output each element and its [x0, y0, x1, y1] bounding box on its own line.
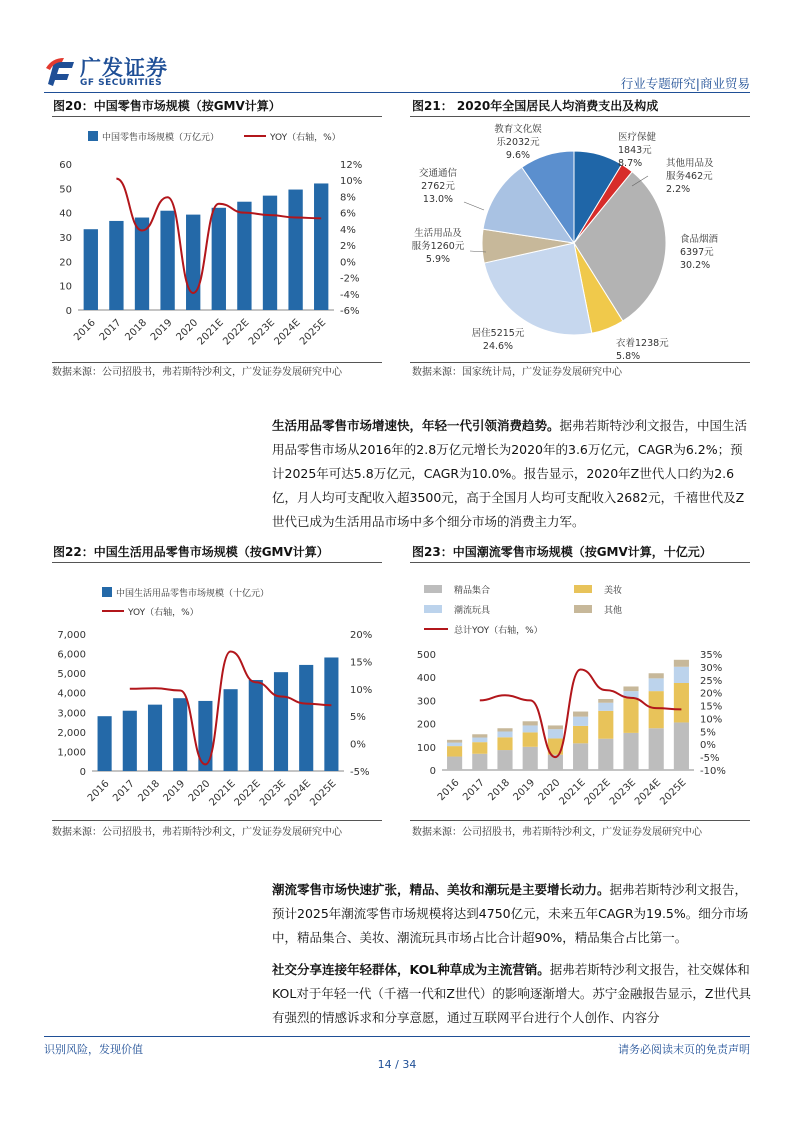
- fig21-label-clothes: 衣着1238元: [616, 338, 669, 349]
- fig22-xtick: 2018: [136, 778, 163, 805]
- fig21-label-transport: 交通通信: [418, 168, 458, 179]
- fig22-ytick-left: 2,000: [57, 727, 86, 739]
- fig23-bar-segment: [497, 737, 512, 750]
- fig22-xtick: 2022E: [232, 778, 263, 809]
- fig23-bar-segment: [447, 743, 462, 746]
- fig23-legend-label: 其他: [604, 606, 623, 616]
- fig23-bar-segment: [649, 673, 664, 678]
- fig22-xtick: 2024E: [283, 778, 314, 809]
- fig23-bar-segment: [649, 728, 664, 770]
- fig23-source: 数据来源：公司招股书，弗若斯特沙利文，广发证券发展研究中心: [412, 827, 702, 838]
- fig22-ytick-left: 1,000: [57, 747, 86, 759]
- fig23-ytick-right: 5%: [700, 727, 716, 739]
- fig23-ytick-right: -5%: [700, 753, 720, 765]
- fig23-ytick-left: 400: [416, 673, 436, 685]
- fig20-bar: [212, 208, 226, 310]
- fig23-ytick-right: 30%: [700, 662, 723, 674]
- fig20-xtick: 2016: [72, 317, 98, 344]
- fig22-bar: [324, 657, 338, 771]
- fig20-ytick-right: 6%: [340, 208, 356, 220]
- fig20-legend-line-label: YOY（右轴，%）: [270, 133, 341, 143]
- fig21-leader-transport: [464, 202, 484, 210]
- fig23-xtick: 2018: [486, 777, 513, 804]
- fig20-bar: [314, 183, 328, 310]
- fig23-legend-swatch: [424, 605, 442, 613]
- fig23-bar-segment: [598, 711, 613, 739]
- fig21-label-housing: 居住5215元: [471, 328, 525, 339]
- paragraph-trend-retail: [272, 878, 752, 950]
- fig23-bar-segment: [623, 733, 638, 770]
- fig22-chart: [44, 566, 384, 818]
- fig20-bar: [109, 221, 123, 310]
- fig23-rule: [410, 562, 750, 563]
- fig23-ytick-right: 25%: [700, 675, 723, 687]
- footer-rule: [44, 1036, 750, 1037]
- fig22-ytick-right: 10%: [350, 684, 373, 696]
- fig20-legend-bar-label: 中国零售市场规模（万亿元）: [102, 133, 220, 143]
- fig23-bar-segment: [447, 757, 462, 770]
- fig20-xtick: 2018: [123, 317, 150, 344]
- fig23-bar-segment: [573, 717, 588, 726]
- fig23-ytick-right: -10%: [700, 766, 726, 777]
- fig23-bar-segment: [472, 734, 487, 737]
- fig21-label-food: 食品烟酒: [680, 234, 719, 245]
- fig20-xtick: 2024E: [272, 317, 303, 348]
- fig23-ytick-left: 200: [416, 719, 436, 731]
- fig23-chart: [404, 566, 754, 818]
- fig21-label-education: 乐2032元: [496, 137, 540, 148]
- fig23-legend-swatch: [424, 585, 442, 593]
- fig22-ytick-right: 15%: [350, 657, 373, 669]
- fig22-bar: [249, 680, 263, 771]
- fig23-bar-segment: [573, 726, 588, 743]
- fig23-bar-segment: [523, 725, 538, 732]
- fig23-ytick-right: 10%: [700, 714, 723, 726]
- fig20-ytick-right: -4%: [340, 289, 360, 301]
- fig22-xtick: 2023E: [257, 778, 289, 809]
- fig23-bar-segment: [674, 722, 689, 770]
- fig20-ytick-right: 10%: [340, 176, 363, 188]
- fig22-ytick-left: 6,000: [57, 649, 86, 661]
- fig23-bar-segment: [649, 691, 664, 728]
- fig23-title: 图23：中国潮流零售市场规模（按GMV计算，十亿元）: [412, 545, 712, 559]
- fig21-rule: [410, 116, 750, 117]
- fig23-bar-segment: [674, 667, 689, 683]
- fig23-legend-label: 潮流玩具: [454, 606, 491, 616]
- fig22-xtick: 2016: [85, 778, 112, 805]
- fig22-ytick-right: 20%: [350, 630, 373, 641]
- fig20-xtick: 2017: [97, 317, 124, 344]
- fig20-ytick-left: 30: [59, 233, 72, 244]
- report-category: 行业专题研究|商业贸易: [620, 76, 750, 91]
- fig22-xtick: 2017: [111, 778, 137, 805]
- fig23-bar-segment: [548, 725, 563, 729]
- fig23-bar-segment: [497, 731, 512, 737]
- fig23-bar-segment: [447, 740, 462, 743]
- fig22-bar: [148, 705, 162, 771]
- fig23-bar-segment: [472, 738, 487, 743]
- fig23-ytick-right: 0%: [700, 740, 716, 752]
- fig23-bar-segment: [598, 739, 613, 770]
- fig23-bar-segment: [649, 678, 664, 691]
- fig23-legend-swatch: [574, 605, 592, 613]
- fig21-source: 数据来源：国家统计局，广发证券发展研究中心: [412, 367, 622, 378]
- fig20-ytick-left: 20: [59, 257, 72, 269]
- fig21-label-daily: 生活用品及: [414, 228, 462, 239]
- fig20-bar: [237, 202, 251, 310]
- fig23-xtick: 2019: [511, 777, 538, 804]
- fig23-ytick-left: 500: [416, 650, 436, 661]
- fig23-bottom-rule: [410, 820, 750, 821]
- fig20-ytick-right: 0%: [340, 257, 356, 269]
- fig23-legend-line-label: 总计YOY（右轴，%）: [454, 626, 543, 636]
- fig22-xtick: 2025E: [308, 778, 339, 809]
- fig23-bar-segment: [472, 742, 487, 754]
- fig20-bar: [84, 229, 98, 310]
- fig23-xtick: 2021E: [557, 777, 588, 808]
- fig20-ytick-right: -2%: [340, 273, 360, 285]
- fig22-xtick: 2019: [161, 778, 188, 805]
- fig20-chart: [44, 120, 384, 360]
- fig23-xtick: 2016: [435, 777, 462, 804]
- fig20-ytick-left: 60: [59, 160, 72, 171]
- fig20-xtick: 2022E: [221, 317, 252, 348]
- fig22-ytick-left: 3,000: [57, 708, 86, 720]
- fig21-label-education: 教育文化娱: [494, 124, 542, 135]
- fig21-label-education: 9.6%: [505, 150, 531, 161]
- fig22-legend-bar-label: 中国生活用品零售市场规模（十亿元）: [116, 589, 270, 599]
- fig23-bar-segment: [472, 754, 487, 770]
- fig21-label-other: 2.2%: [666, 184, 691, 195]
- logo-icon: [44, 54, 78, 90]
- fig23-ytick-right: 20%: [700, 688, 723, 700]
- fig23-legend-swatch: [574, 585, 592, 593]
- fig23-xtick: 2025E: [658, 777, 689, 808]
- fig21-label-other: 其他用品及: [666, 158, 714, 169]
- fig23-bar-segment: [523, 721, 538, 725]
- header-rule: [44, 92, 750, 93]
- fig23-bar-segment: [523, 747, 538, 770]
- fig22-bar: [299, 665, 313, 771]
- fig23-bar-segment: [497, 750, 512, 770]
- fig22-title: 图22：中国生活用品零售市场规模（按GMV计算）: [53, 545, 329, 559]
- fig22-ytick-left: 4,000: [57, 688, 86, 700]
- fig23-bar-segment: [573, 743, 588, 770]
- fig21-label-housing: 24.6%: [482, 341, 514, 352]
- fig23-bar-segment: [497, 728, 512, 731]
- fig21-title: 图21： 2020年全国居民人均消费支出及构成: [412, 99, 659, 113]
- fig23-xtick: 2023E: [607, 777, 639, 808]
- fig22-legend-line-label: YOY（右轴，%）: [128, 608, 199, 618]
- fig21-label-daily: 服务1260元: [411, 241, 465, 252]
- fig23-xtick: 2017: [461, 777, 487, 804]
- fig23-legend-label: 精品集合: [454, 586, 491, 596]
- fig20-ytick-right: 8%: [340, 192, 356, 204]
- paragraph-social-lead: 社交分享连接年轻群体，KOL种草成为主流营销。: [272, 962, 550, 977]
- fig21-label-clothes: 5.8%: [616, 351, 641, 362]
- fig23-ytick-left: 100: [416, 742, 436, 754]
- fig22-xtick: 2020: [186, 778, 213, 805]
- logo-en: GF SECURITIES: [80, 78, 163, 88]
- fig22-rule: [52, 562, 382, 563]
- fig20-xtick: 2023E: [246, 317, 278, 348]
- fig23-bar-segment: [623, 698, 638, 733]
- fig20-xtick: 2021E: [195, 317, 226, 348]
- fig23-ytick-left: 300: [416, 696, 436, 708]
- fig21-label-medical: 8.7%: [618, 158, 643, 169]
- fig23-ytick-right: 15%: [700, 701, 723, 713]
- fig20-ytick-left: 0: [65, 306, 72, 317]
- fig23-xtick: 2024E: [633, 777, 664, 808]
- page-number: 14 / 34: [377, 1058, 417, 1071]
- fig20-xtick: 2025E: [298, 317, 329, 348]
- fig23-bar-segment: [623, 686, 638, 691]
- fig21-label-food: 30.2%: [680, 260, 711, 271]
- paragraph-social-body: 据弗若斯特沙利文报告，社交媒体和KOL对于年轻一代（千禧一代和Z世代）的影响逐渐增大。苏宁金融报告显示，Z世代具有强烈的情感诉求和分享意愿，通过互联网平台进行个人创作、内容分: [272, 962, 751, 1025]
- fig22-legend-bar-swatch: [102, 587, 112, 597]
- fig23-bar-segment: [447, 746, 462, 756]
- fig20-ytick-right: 2%: [340, 241, 356, 253]
- fig22-ytick-left: 7,000: [57, 630, 86, 641]
- fig23-ytick-right: 35%: [700, 650, 723, 661]
- fig23-legend-label: 美妆: [604, 586, 623, 596]
- fig20-bar: [160, 211, 174, 310]
- fig20-xtick: 2020: [174, 317, 201, 344]
- fig23-ytick-left: 0: [429, 766, 436, 777]
- paragraph-lifestyle: [272, 414, 752, 534]
- fig21-label-transport: 2762元: [421, 181, 455, 192]
- fig20-ytick-right: -6%: [340, 306, 360, 317]
- fig20-xtick: 2019: [148, 317, 175, 344]
- fig22-bar: [98, 716, 112, 771]
- fig21-label-other: 服务462元: [666, 171, 713, 182]
- fig23-xtick: 2022E: [582, 777, 613, 808]
- fig22-ytick-left: 0: [79, 767, 86, 778]
- logo: [44, 52, 194, 92]
- logo-cn: 广发证券: [80, 56, 168, 80]
- fig20-legend-bar-swatch: [88, 131, 98, 141]
- fig23-bar-segment: [598, 703, 613, 711]
- fig22-bar: [224, 689, 238, 771]
- fig22-ytick-right: 0%: [350, 739, 366, 751]
- fig21-label-medical: 医疗保健: [618, 132, 657, 143]
- fig21-label-daily: 5.9%: [425, 254, 451, 265]
- fig20-ytick-left: 40: [59, 208, 72, 220]
- fig20-bar: [186, 215, 200, 310]
- paragraph-lifestyle-body: 据弗若斯特沙利文报告，中国生活用品零售市场从2016年的2.8万亿元增长为2020年的3.6万亿元，CAGR为6.2%；预计2025年可达5.8万亿元，CAGR为10.0%。报告显示，2020年Z世代人口约为2.6亿，月人均可支配收入超3500元，高于全国月人均可支配收入2682元，千禧世代及Z世代已成为生活用品市场中多个细分市场的消费主力军。: [272, 418, 748, 529]
- fig20-ytick-left: 10: [59, 281, 72, 293]
- fig20-ytick-right: 12%: [340, 160, 363, 171]
- fig22-xtick: 2021E: [207, 778, 238, 809]
- fig21-label-food: 6397元: [680, 247, 714, 258]
- paragraph-trend-retail-body: 据弗若斯特沙利文报告，预计2025年潮流零售市场规模将达到4750亿元，未来五年CAGR为19.5%。细分市场中，精品集合、美妆、潮流玩具市场占比合计超90%，精品集合占比第一。: [272, 882, 749, 945]
- fig20-rule: [52, 116, 382, 117]
- paragraph-trend-retail-lead: 潮流零售市场快速扩张，精品、美妆和潮玩是主要增长动力。: [272, 882, 610, 897]
- footer-slogan: 识别风险，发现价值: [44, 1043, 143, 1056]
- fig21-chart: [404, 118, 754, 362]
- fig22-bar: [123, 711, 137, 771]
- fig23-bar-segment: [598, 699, 613, 703]
- fig21-label-transport: 13.0%: [422, 194, 454, 205]
- fig20-bar: [263, 196, 277, 310]
- fig23-bar-segment: [674, 660, 689, 667]
- fig22-bar: [274, 672, 288, 771]
- fig22-source: 数据来源：公司招股书，弗若斯特沙利文，广发证券发展研究中心: [52, 827, 342, 838]
- fig22-bar: [173, 698, 187, 771]
- paragraph-lifestyle-lead: 生活用品零售市场增速快，年轻一代引领消费趋势。: [272, 418, 560, 433]
- fig21-label-medical: 1843元: [618, 145, 652, 156]
- fig23-bar-segment: [548, 729, 563, 738]
- fig20-ytick-left: 50: [59, 184, 72, 196]
- fig20-ytick-right: 4%: [340, 224, 356, 236]
- fig23-bar-segment: [573, 712, 588, 717]
- footer-disclaimer: 请务必阅读末页的免责声明: [618, 1043, 750, 1056]
- fig20-bar: [288, 190, 302, 310]
- fig22-ytick-right: -5%: [350, 767, 370, 778]
- fig23-bar-segment: [523, 732, 538, 746]
- paragraph-social: [272, 958, 752, 1030]
- fig20-source: 数据来源：公司招股书，弗若斯特沙利文，广发证券发展研究中心: [52, 367, 342, 378]
- fig22-bottom-rule: [52, 820, 382, 821]
- fig23-xtick: 2020: [536, 777, 563, 804]
- fig20-title: 图20：中国零售市场规模（按GMV计算）: [53, 99, 281, 113]
- fig23-bar-segment: [674, 683, 689, 722]
- fig22-ytick-left: 5,000: [57, 669, 86, 681]
- fig22-ytick-right: 5%: [350, 712, 366, 724]
